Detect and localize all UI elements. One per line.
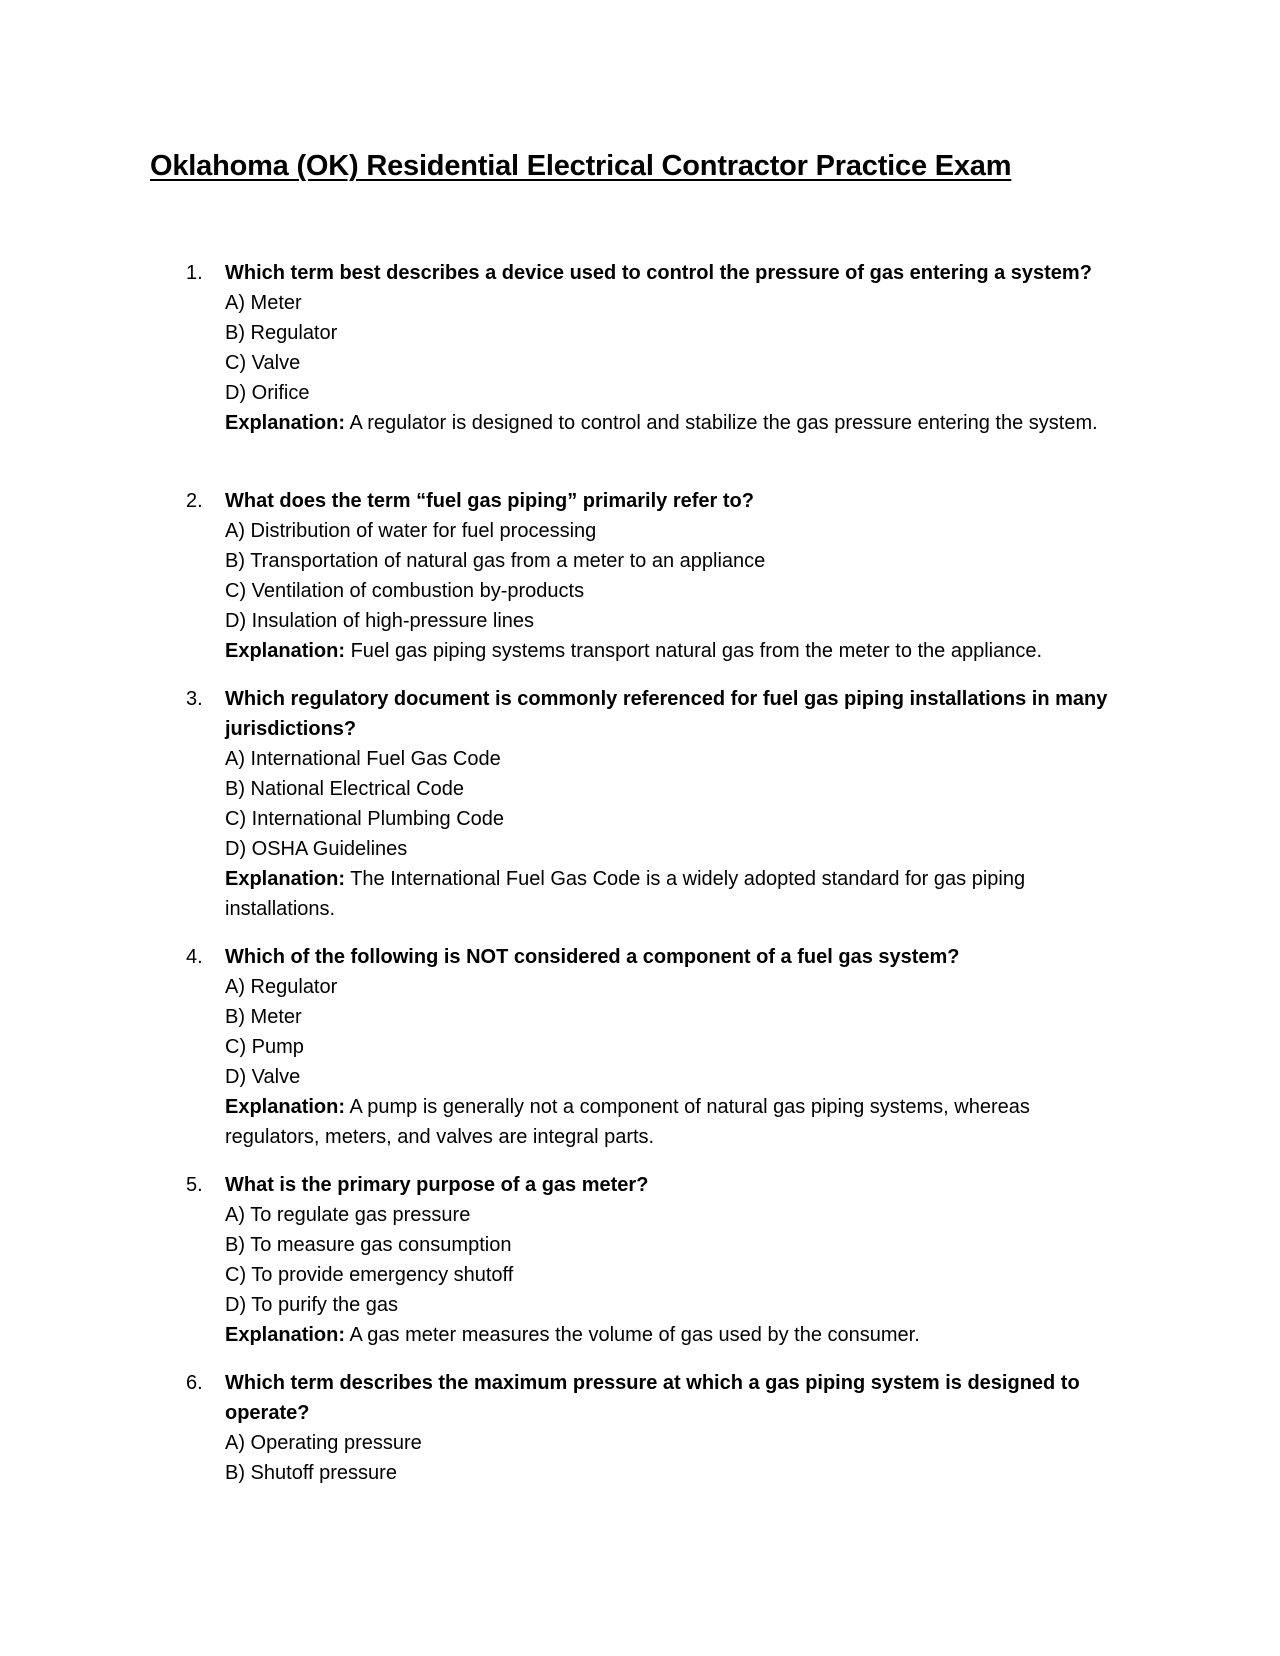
answer-option: A) International Fuel Gas Code xyxy=(225,748,501,770)
answer-option: C) Ventilation of combustion by-products xyxy=(225,580,585,602)
answer-options xyxy=(225,288,1115,408)
explanation xyxy=(225,408,1115,438)
answer-option: B) Meter xyxy=(225,1006,302,1028)
explanation xyxy=(225,1320,1115,1350)
question-text: Which of the following is NOT considered a component of a fuel gas system? xyxy=(225,946,960,968)
answer-option: A) Operating pressure xyxy=(225,1432,422,1454)
question-body xyxy=(225,942,1115,1152)
answer-option: B) Shutoff pressure xyxy=(225,1462,397,1484)
answer-options xyxy=(225,516,1115,636)
answer-option: C) International Plumbing Code xyxy=(225,808,505,830)
question-body xyxy=(225,258,1115,438)
answer-option: C) To provide emergency shutoff xyxy=(225,1264,514,1286)
answer-option: C) Valve xyxy=(225,352,301,374)
answer-options xyxy=(225,972,1115,1092)
question-number: 1. xyxy=(186,262,203,284)
question-number: 6. xyxy=(186,1372,203,1394)
answer-option: D) To purify the gas xyxy=(225,1294,399,1316)
question-body xyxy=(225,486,1115,666)
explanation-text: A pump is generally not a component of natural gas piping systems, whereas regulators, meters, and valves are integral parts. xyxy=(225,1096,1030,1148)
answer-option: A) To regulate gas pressure xyxy=(225,1204,471,1226)
question-body xyxy=(225,684,1115,924)
question-number: 4. xyxy=(186,946,203,968)
explanation xyxy=(225,636,1115,666)
page-title: Oklahoma (OK) Residential Electrical Contractor Practice Exam xyxy=(150,150,1012,182)
explanation-label: Explanation: xyxy=(225,1324,346,1346)
answer-option: B) National Electrical Code xyxy=(225,778,464,800)
answer-option: D) OSHA Guidelines xyxy=(225,838,408,860)
answer-option: B) Regulator xyxy=(225,322,338,344)
answer-option: A) Meter xyxy=(225,292,302,314)
answer-option: A) Distribution of water for fuel processing xyxy=(225,520,597,542)
answer-option: C) Pump xyxy=(225,1036,304,1058)
answer-option: B) Transportation of natural gas from a meter to an appliance xyxy=(225,550,766,572)
explanation-text: A gas meter measures the volume of gas used by the consumer. xyxy=(349,1324,920,1346)
explanation-label: Explanation: xyxy=(225,412,346,434)
explanation xyxy=(225,1092,1115,1152)
explanation-label: Explanation: xyxy=(225,640,346,662)
question-number: 2. xyxy=(186,490,203,512)
question-number: 3. xyxy=(186,688,203,710)
answer-option: B) To measure gas consumption xyxy=(225,1234,512,1256)
answer-option: D) Orifice xyxy=(225,382,310,404)
answer-option: D) Valve xyxy=(225,1066,301,1088)
question-text: What does the term “fuel gas piping” primarily refer to? xyxy=(225,490,754,512)
question-text: Which term describes the maximum pressure at which a gas piping system is designed to operate? xyxy=(225,1372,1080,1424)
question-text: Which regulatory document is commonly referenced for fuel gas piping installations in many jurisdictions? xyxy=(225,688,1108,740)
explanation-label: Explanation: xyxy=(225,868,346,890)
question-body xyxy=(225,1170,1115,1350)
question-text: Which term best describes a device used to control the pressure of gas entering a system? xyxy=(225,262,1092,284)
explanation xyxy=(225,864,1115,924)
answer-option: A) Regulator xyxy=(225,976,338,998)
question-text: What is the primary purpose of a gas meter? xyxy=(225,1174,649,1196)
answer-options xyxy=(225,744,1115,864)
answer-options xyxy=(225,1428,1115,1488)
question-body xyxy=(225,1368,1115,1488)
answer-options xyxy=(225,1200,1115,1320)
explanation-text: Fuel gas piping systems transport natural gas from the meter to the appliance. xyxy=(350,640,1043,662)
explanation-label: Explanation: xyxy=(225,1096,346,1118)
explanation-text: A regulator is designed to control and stabilize the gas pressure entering the system. xyxy=(349,412,1098,434)
answer-option: D) Insulation of high-pressure lines xyxy=(225,610,535,632)
question-number: 5. xyxy=(186,1174,203,1196)
explanation-text: The International Fuel Gas Code is a widely adopted standard for gas piping installations. xyxy=(225,868,1026,920)
